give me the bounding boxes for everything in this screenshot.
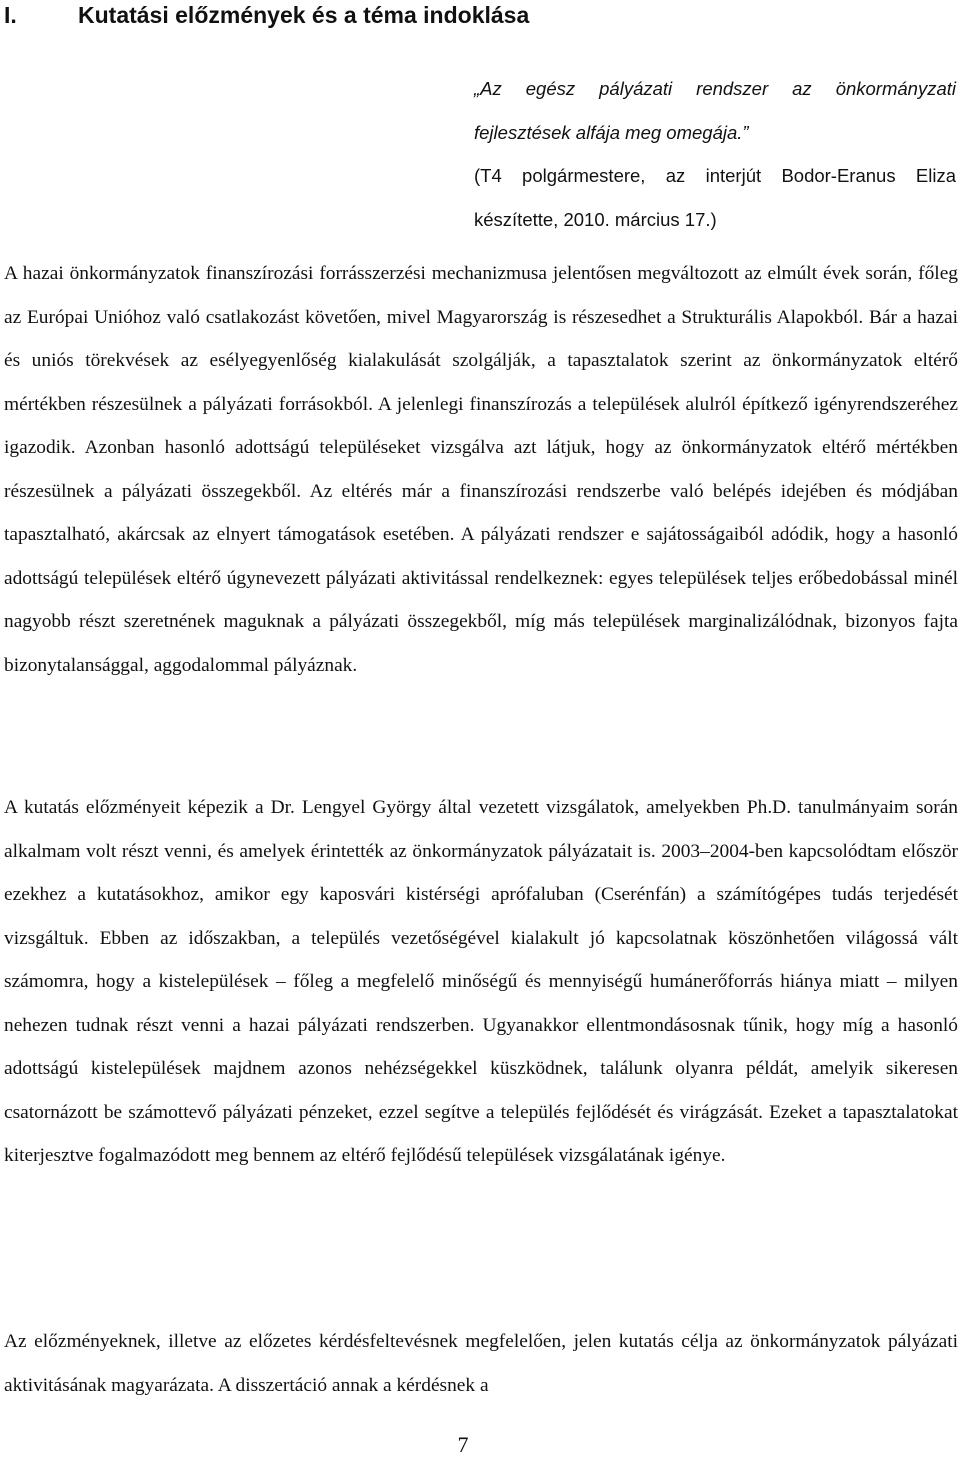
section-number: I. [4,2,17,28]
section-heading [4,0,529,30]
section-title: Kutatási előzmények és a téma indoklása [78,2,530,28]
body-paragraph-2: A kutatás előzményeit képezik a Dr. Lengyel György által vezetett vizsgálatok, amelyekben Ph.D. tanulmányaim során alkalmam volt részt venni, és amelyek érintették az önkormányzatok pályázatait is. 2003–2004-ben kapcsolódtam először ezekhez a kutatásokhoz, amikor egy kaposvári kistérségi aprófaluban (Cserénfán) a számítógépes tudás terjedését vizsgáltuk. Ebben az időszakban, a település vezetőségével kialakult jó kapcsolatnak köszönhetően világossá vált számomra, hogy a kistelepülések – főleg a megfelelő minőségű és mennyiségű humánerőforrás hiánya miatt – milyen nehezen tudnak részt venni a hazai pályázati rendszerben. Ugyanakkor ellentmondásosnak tűnik, hogy míg a hasonló adottságú kistelepülések majdnem azonos nehézségekkel küszködnek, találunk olyanra példát, amelyik sikeresen csatornázott be számottevő pályázati pénzeket, ezzel segítve a település fejlődését és virágzását. Ezeket a tapasztalatokat kiterjesztve fogalmazódott meg bennem az eltérő fejlődésű települések vizsgálatának igénye. [4,797,958,1166]
epigraph-source: (T4 polgármestere, az interjút Bodor-Eranus Eliza készítette, 2010. március 17.) [474,165,956,230]
page-number: 7 [457,1432,469,1457]
epigraph [474,67,956,241]
body-paragraph-3: Az előzményeknek, illetve az előzetes kérdésfeltevésnek megfelelően, jelen kutatás célja az önkormányzatok pályázati aktivitásának magyarázata. A disszertáció annak a kérdésnek a [4,1331,958,1396]
body-paragraph-1: A hazai önkormányzatok finanszírozási forrásszerzési mechanizmusa jelentősen megváltozott az elmúlt évek során, főleg az Európai Unióhoz való csatlakozást követően, mivel Magyarország is részesedhet a Strukturális Alapokból. Bár a hazai és uniós törekvések az esélyegyenlőség kialakulását szolgálják, a tapasztalatok szerint az önkormányzatok eltérő mértékben részesülnek a pályázati forrásokból. A jelenlegi finanszírozás a települések alulról építkező igényrendszeréhez igazodik. Azonban hasonló adottságú településeket vizsgálva azt látjuk, hogy az önkormányzatok eltérő mértékben részesülnek a pályázati összegekből. Az eltérés már a finanszírozási rendszerbe való belépés idejében és módjában tapasztalható, akárcsak az elnyert támogatások esetében. A pályázati rendszer e sajátosságaiból adódik, hogy a hasonló adottságú települések eltérő úgynevezett pályázati aktivitással rendelkeznek: egyes települések teljes erőbedobással minél nagyobb részt szeretnének maguknak a pályázati összegekből, míg más települések marginalizálódnak, bizonyos fajta bizonytalansággal, aggodalommal pályáznak. [4,263,958,676]
epigraph-quote: „Az egész pályázati rendszer az önkormányzati fejlesztések alfája meg omegája.” [474,78,956,143]
